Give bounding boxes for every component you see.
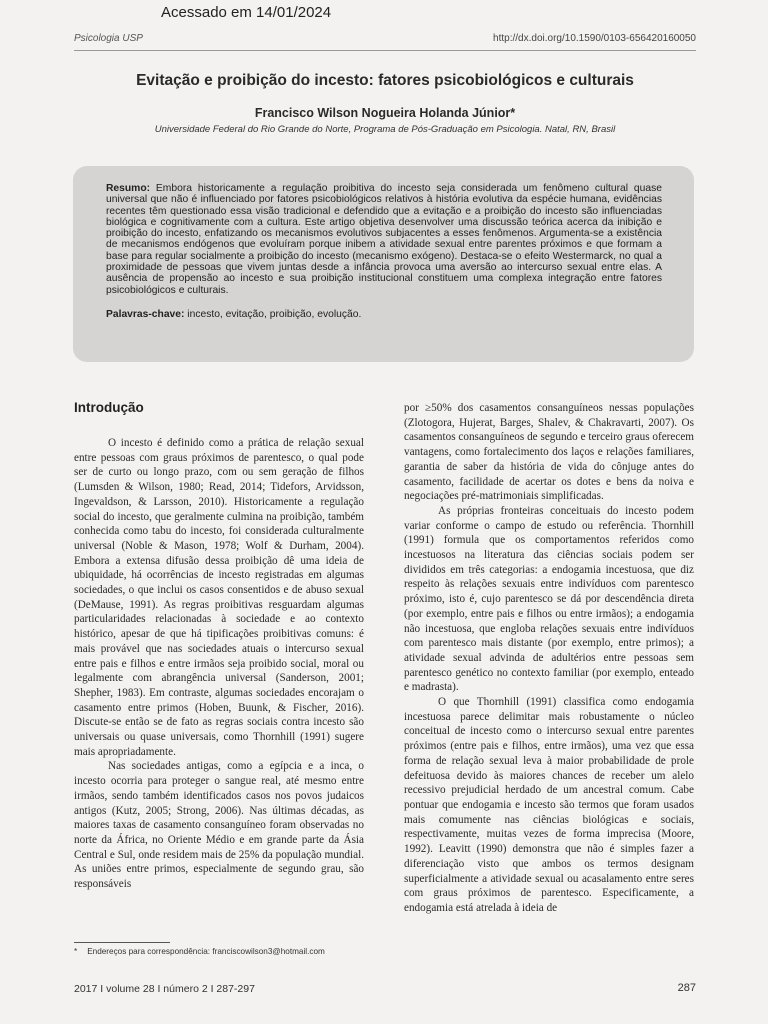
footnote-marker: * bbox=[74, 947, 78, 956]
footer-citation: 2017 I volume 28 I número 2 I 287-297 bbox=[74, 983, 255, 995]
keywords bbox=[106, 309, 662, 320]
body-paragraph: O incesto é definido como a prática de relação sexual entre pessoas com graus próximos de parentesco, o qual pode ser de curto ou longo prazo, com ou sem geração de filhos (Lumsden & Wilson, 1980; Read, 2014; Tidefors, Arvidsson, Ingevaldson, & Larsson, 2010). Historicamente a regulação social do incesto, que geralmente culmina na proibição, também conhecida como tabu do incesto, foi considerada culturalmente universal (Noble & Mason, 1978; Wolf & Durham, 2004). Embora a extensa difusão dessa proibição dê uma ideia de ubiquidade, há ocorrências de incesto registradas em algumas sociedades, o que inclui os casos consentidos e de abuso sexual (DeMause, 1991). As regras proibitivas resguardam algumas particularidades relacionadas à sociedade e ao contexto histórico, apesar de que há tipificações proibitivas comuns: é mais provável que nas sociedades atuais o intercurso sexual entre pais e filhos e entre irmãos seja proibido social, moral ou legalmente com abrangência universal (Sanderson, 2001; Shepher, 1983). Em contraste, algumas sociedades encorajam o casamento entre primos (Hoben, Buunk, & Fischer, 2016). Discute-se então se de fato as regras sociais contra incesto são universais ou quase universais, como Thornhill (1991) sugere mais apropriadamente. bbox=[74, 437, 364, 758]
body-paragraph: O que Thornhill (1991) classifica como endogamia incestuosa parece delimitar mais robustamente o núcleo conceitual de incesto como o intercurso sexual entre parentes próximos (entre pais e filhos, entre irmãos), uma vez que essa forma de relação sexual leva à maior probabilidade de prole defeituosa devido às maiores chances de receber um alelo recessivo prejudicial herdado de um ancestral comum. Cabe pontuar que endogamia e incesto são termos que foram usados mais comumente nas ciências biológicas e sociais, respectivamente, muitas vezes de forma imprecisa (Moore, 1992). Leavitt (1990) demonstra que não é simples fazer a diferenciação visto que ambos os termos designam superficialmente a atividade sexual ou acasalamento entre seres com graus próximos de parentesco. Especificamente, a endogamia está atrelada à ideia de bbox=[404, 696, 694, 914]
section-heading: Introdução bbox=[74, 400, 144, 415]
access-note: Acessado em 14/01/2024 bbox=[161, 4, 332, 21]
page-number: 287 bbox=[677, 982, 696, 994]
journal-name: Psicologia USP bbox=[74, 33, 143, 44]
keywords-text: incesto, evitação, proibição, evolução. bbox=[184, 308, 362, 320]
footnote-text: Endereços para correspondência: franciscowilson3@hotmail.com bbox=[87, 947, 325, 956]
author-affiliation: Universidade Federal do Rio Grande do Norte, Programa de Pós-Graduação em Psicologia. Natal, RN, Brasil bbox=[154, 124, 616, 135]
body-paragraph: por ≥50% dos casamentos consanguíneos nessas populações (Zlotogora, Hujerat, Barges, Shalev, & Chakravarti, 2007). Os casamentos consanguíneos de segundo e terceiro graus oferecem vantagens, como fortalecimento dos laços e relações familiares, garantia de saber da história de vida do cônjuge antes do casamento, facilidade de acertar os dotes e bens da noiva e negociações pré-matrimoniais simplificadas. bbox=[404, 402, 694, 503]
keywords-label: Palavras-chave: bbox=[106, 308, 185, 320]
footnote-divider bbox=[74, 942, 170, 943]
abstract-paragraph bbox=[106, 183, 662, 296]
article-author: Francisco Wilson Nogueira Holanda Júnior* bbox=[254, 106, 516, 120]
abstract-box bbox=[73, 166, 694, 362]
doi-link[interactable]: http://dx.doi.org/10.1590/0103-656420160050 bbox=[493, 33, 696, 44]
left-column bbox=[74, 400, 364, 892]
abstract-label: Resumo: bbox=[106, 183, 151, 194]
body-paragraph: As próprias fronteiras conceituais do incesto podem variar conforme o campo de estudo ou referência. Thornhill (1991) formula que os comportamentos referidos como incestuosos na literatura das ciências sociais podem ser divididos em três categorias: a endogamia incestuosa, que diz respeito às relações sexuais entre indivíduos com parentesco próximo, isto é, cujo parentesco se dá por descendência direta (por exemplo, entre pais e filhos ou entre irmãos); a endogamia não incestuosa, que engloba relações sexuais entre indivíduos com parentesco mais distante (por exemplo, entre primos); a atividade sexual advinda de adultérios entre pessoas sem parentesco genético no contexto familiar (por exemplo, enteado e madrasta). bbox=[404, 504, 694, 694]
body-paragraph: Nas sociedades antigas, como a egípcia e a inca, o incesto ocorria para proteger o sangue real, até mesmo entre irmãos, sendo também identificados casos nos povos judaicos antigos (Kutz, 2005; Strong, 2006). Nas últimas décadas, as maiores taxas de casamento consanguíneo foram observadas no norte da África, no Oriente Médio e em grande parte da Ásia Central e Sul, onde residem mais de 25% da população mundial. As uniões entre primos, especialmente de segundo grau, são responsáveis bbox=[74, 760, 364, 891]
right-column bbox=[404, 401, 694, 916]
footnote bbox=[74, 947, 325, 956]
header-divider bbox=[74, 50, 696, 51]
abstract-text: Embora historicamente a regulação proibitiva do incesto seja considerada um fenômeno cultural quase universal que não é influenciado por fatores psicobiológicos relativos à história evolutiva da espécie humana, evidências recentes têm questionado essa visão tradicional e defendido que a evitação e a proibição do incesto são influenciadas biológica e cognitivamente com a cultura. Este artigo objetiva desenvolver uma discussão teórica acerca da inibição e proibição do incesto, enfatizando os mecanismos evolutivos subjacentes a esses fenômenos. Argumenta-se a existência de mecanismos endógenos que evoluíram porque inibem a atividade sexual entre parentes próximos e que formam a base para regular socialmente a proibição do incesto (mecanismo exógeno). Destaca-se o efeito Westermarck, no qual a proximidade de pessoas que vivem juntas desde a infância provoca uma aversão ao intercurso sexual entre elas. A ausência de propensão ao incesto e sua proibição institucional constituem uma complexa integração entre fatores psicobiológicos e culturais. bbox=[106, 183, 662, 296]
article-title: Evitação e proibição do incesto: fatores psicobiológicos e culturais bbox=[136, 72, 634, 89]
